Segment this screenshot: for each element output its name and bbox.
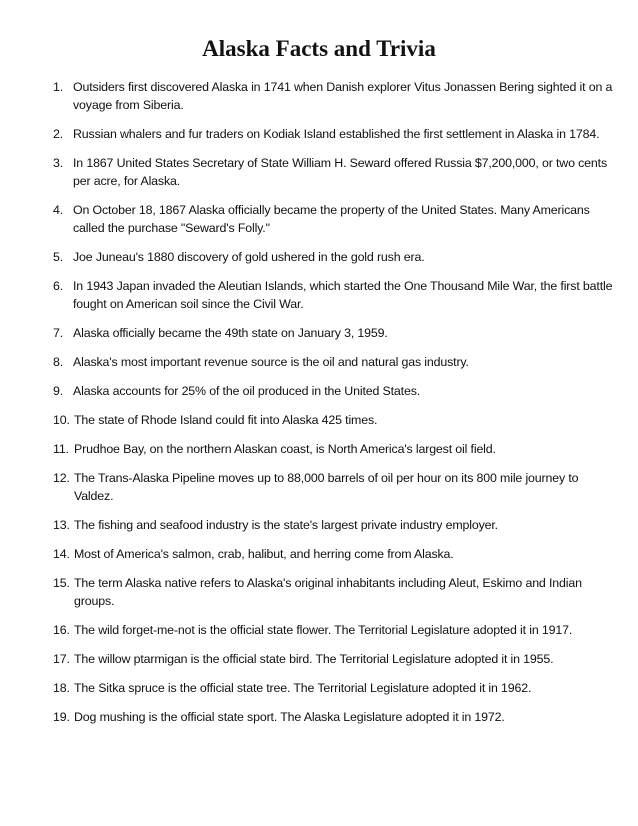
- fact-item-6: [53, 277, 613, 313]
- facts-list: [53, 78, 613, 737]
- fact-text: The fishing and seafood industry is the state's largest private industry employer.: [74, 518, 498, 532]
- fact-number: 5.: [53, 250, 64, 264]
- fact-number: 12.: [53, 471, 70, 485]
- fact-number: 19.: [53, 710, 70, 724]
- fact-text: The wild forget-me-not is the official state flower. The Territorial Legislature adopted it in 1917.: [74, 623, 573, 637]
- fact-item-18: [53, 679, 613, 697]
- fact-text: The Sitka spruce is the official state tree. The Territorial Legislature adopted it in 1962.: [74, 681, 532, 695]
- fact-item-1: [53, 78, 613, 114]
- fact-item-7: [53, 324, 613, 342]
- fact-number: 16.: [53, 623, 70, 637]
- fact-item-12: [53, 469, 613, 505]
- fact-number: 4.: [53, 203, 64, 217]
- fact-text: The state of Rhode Island could fit into Alaska 425 times.: [74, 413, 378, 427]
- fact-text: The Trans-Alaska Pipeline moves up to 88,000 barrels of oil per hour on its 800 mile journey to Valdez.: [74, 471, 579, 503]
- fact-item-16: [53, 621, 613, 639]
- fact-text: Alaska officially became the 49th state on January 3, 1959.: [73, 326, 388, 340]
- fact-text: Prudhoe Bay, on the northern Alaskan coast, is North America's largest oil field.: [74, 442, 496, 456]
- fact-text: Most of America's salmon, crab, halibut, and herring come from Alaska.: [74, 547, 454, 561]
- fact-text: The term Alaska native refers to Alaska's original inhabitants including Aleut, Eskimo and Indian groups.: [74, 576, 582, 608]
- fact-text: Russian whalers and fur traders on Kodiak Island established the first settlement in Alaska in 1784.: [73, 127, 600, 141]
- fact-item-5: [53, 248, 613, 266]
- fact-text: Alaska's most important revenue source is the oil and natural gas industry.: [73, 355, 469, 369]
- fact-text: The willow ptarmigan is the official state bird. The Territorial Legislature adopted it in 1955.: [74, 652, 554, 666]
- fact-item-10: [53, 411, 613, 429]
- fact-text: Alaska accounts for 25% of the oil produced in the United States.: [73, 384, 421, 398]
- fact-number: 13.: [53, 518, 70, 532]
- fact-number: 14.: [53, 547, 70, 561]
- fact-number: 17.: [53, 652, 70, 666]
- fact-item-17: [53, 650, 613, 668]
- fact-number: 2.: [53, 127, 64, 141]
- fact-number: 6.: [53, 279, 64, 293]
- fact-number: 11.: [53, 442, 69, 456]
- fact-number: 10.: [53, 413, 70, 427]
- fact-number: 15.: [53, 576, 70, 590]
- fact-item-3: [53, 154, 613, 190]
- fact-text: Joe Juneau's 1880 discovery of gold ushered in the gold rush era.: [73, 250, 425, 264]
- fact-number: 3.: [53, 156, 64, 170]
- fact-text: On October 18, 1867 Alaska officially became the property of the United States. Many Americans called the purchase "Seward's Folly.": [73, 203, 590, 235]
- fact-item-14: [53, 545, 613, 563]
- fact-item-9: [53, 382, 613, 400]
- document-title: Alaska Facts and Trivia: [202, 36, 436, 61]
- fact-number: 9.: [53, 384, 64, 398]
- fact-text: Dog mushing is the official state sport. The Alaska Legislature adopted it in 1972.: [74, 710, 505, 724]
- fact-text: In 1867 United States Secretary of State William H. Seward offered Russia $7,200,000, or two cents per acre, for Alaska.: [73, 156, 607, 188]
- fact-number: 18.: [53, 681, 70, 695]
- fact-number: 7.: [53, 326, 64, 340]
- fact-number: 8.: [53, 355, 64, 369]
- fact-item-11: [53, 440, 613, 458]
- fact-item-4: [53, 201, 613, 237]
- fact-item-8: [53, 353, 613, 371]
- fact-text: Outsiders first discovered Alaska in 1741 when Danish explorer Vitus Jonassen Bering sighted it on a voyage from Siberia.: [73, 80, 613, 112]
- fact-item-19: [53, 708, 613, 726]
- fact-item-15: [53, 574, 613, 610]
- fact-item-2: [53, 125, 613, 143]
- fact-text: In 1943 Japan invaded the Aleutian Islands, which started the One Thousand Mile War, the first battle fought on American soil since the Civil War.: [73, 279, 613, 311]
- fact-item-13: [53, 516, 613, 534]
- fact-number: 1.: [53, 80, 64, 94]
